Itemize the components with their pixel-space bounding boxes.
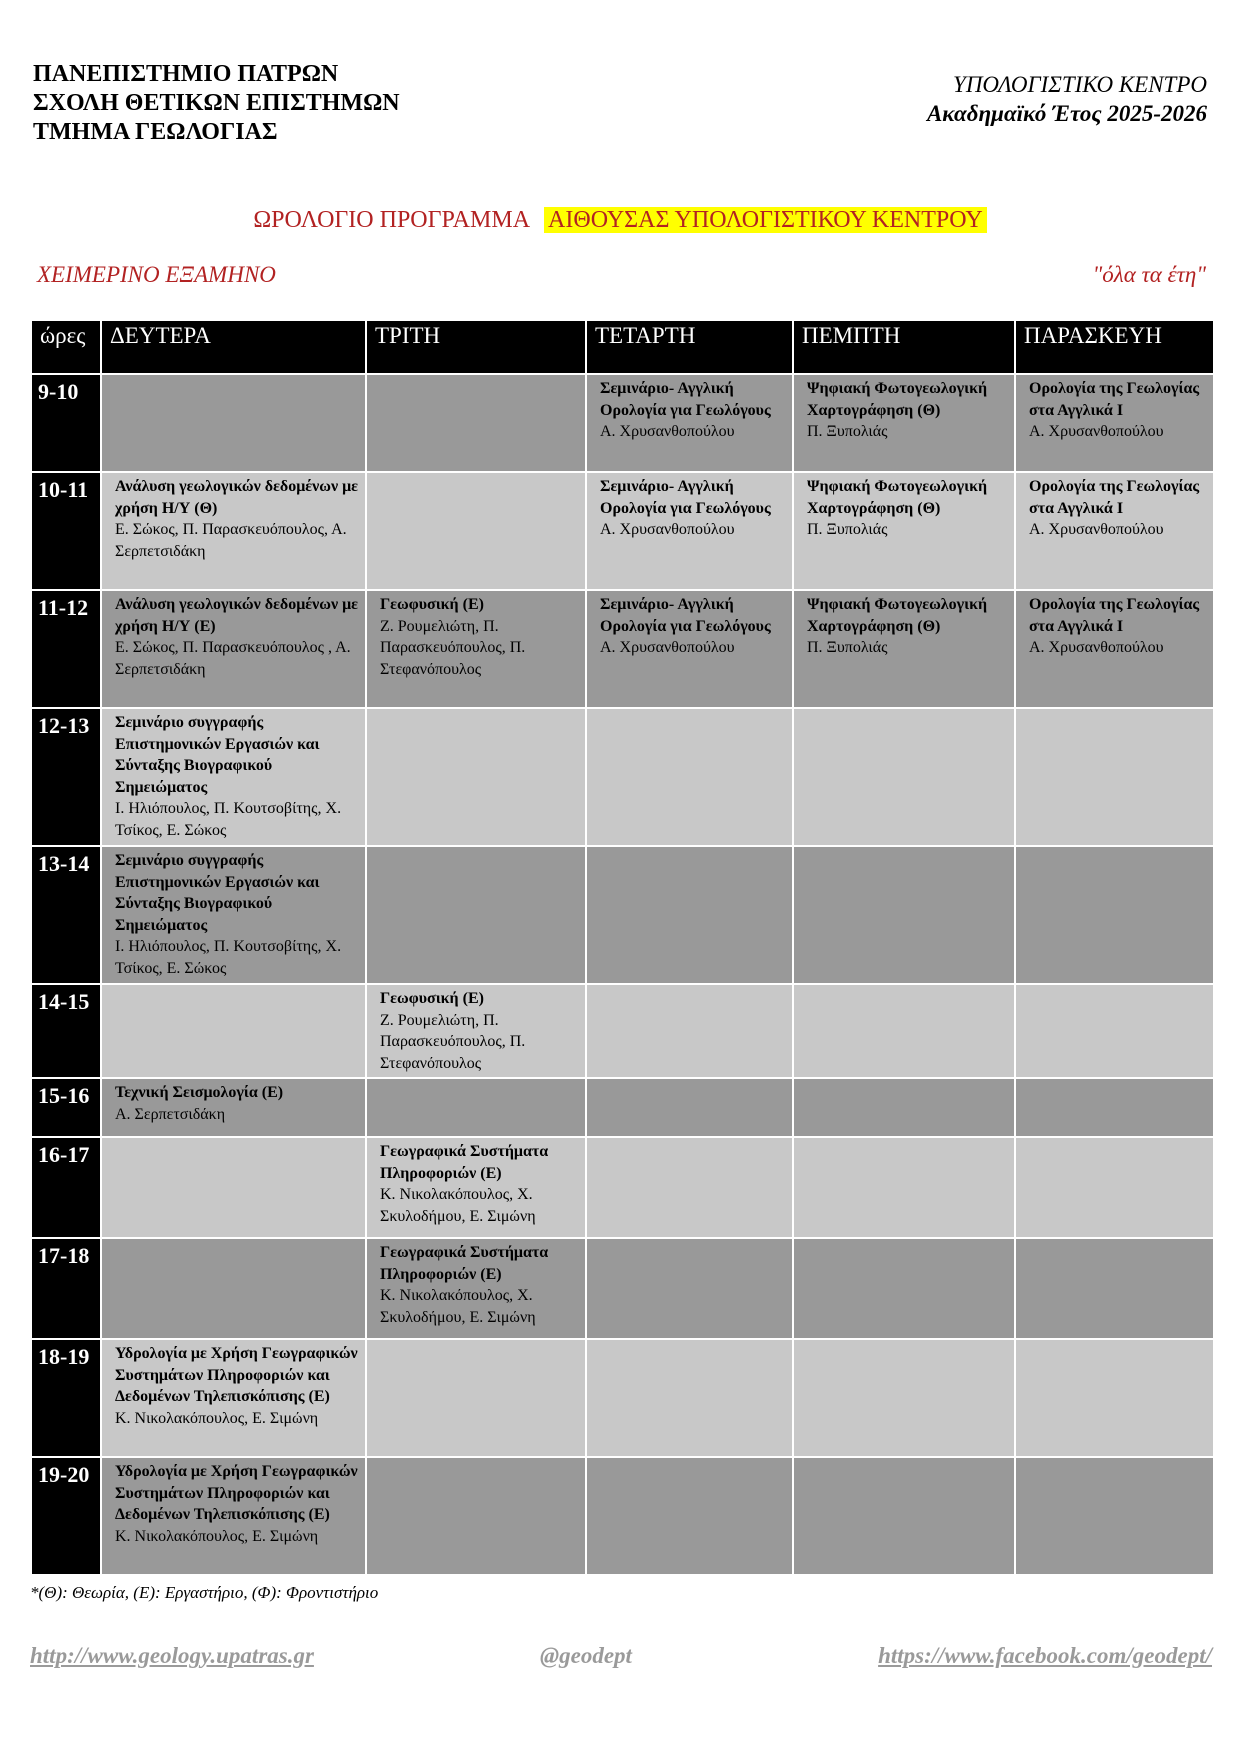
- schedule-cell-thursday: [793, 1339, 1015, 1457]
- course-name: Γεωγραφικά Συστήματα Πληροφοριών (Ε): [380, 1244, 549, 1283]
- schedule-cell-friday: [1015, 1137, 1214, 1238]
- course-name: Ψηφιακή Φωτογεωλογική Χαρτογράφηση (Θ): [807, 380, 988, 419]
- schedule-cell-wednesday: [586, 1238, 793, 1339]
- schedule-cell-friday: [1015, 1457, 1214, 1575]
- schedule-cell-wednesday: [586, 1137, 793, 1238]
- center-header: [927, 70, 1207, 128]
- schedule-cell-friday: [1015, 708, 1214, 846]
- course-name: Ανάλυση γεωλογικών δεδομένων με χρήση Η/Υ (Θ): [115, 478, 359, 517]
- schedule-body: [31, 374, 1214, 1575]
- course-instructors: Ζ. Ρουμελιώτη, Π. Παρασκευόπουλος, Π. Στεφανόπουλος: [380, 1011, 526, 1072]
- hour-cell: 10-11: [31, 472, 101, 590]
- title-part2-highlight: ΑΙΘΟΥΣΑΣ ΥΠΟΛΟΓΙΣΤΙΚΟΥ ΚΕΝΤΡΟΥ: [544, 207, 987, 233]
- hour-cell: 17-18: [31, 1238, 101, 1339]
- schedule-cell-tuesday: [366, 590, 586, 708]
- schedule-cell-wednesday: [586, 472, 793, 590]
- course-name: Γεωγραφικά Συστήματα Πληροφοριών (Ε): [380, 1143, 549, 1182]
- course-instructors: Ε. Σώκος, Π. Παρασκευόπουλος, Α. Σερπετσιδάκη: [115, 521, 347, 560]
- schedule-cell-monday: [101, 708, 366, 846]
- course-instructors: Ζ. Ρουμελιώτη, Π. Παρασκευόπουλος, Π. Στεφανόπουλος: [380, 617, 526, 678]
- schedule-cell-wednesday: [586, 590, 793, 708]
- center-name: ΥΠΟΛΟΓΙΣΤΙΚΟ ΚΕΝΤΡΟ: [953, 72, 1207, 97]
- schedule-cell-tuesday: [366, 1137, 586, 1238]
- course-instructors: Κ. Νικολακόπουλος, Ε. Σιμώνη: [115, 1409, 319, 1427]
- course-instructors: Α. Χρυσανθοπούλου: [1029, 521, 1164, 538]
- schedule-cell-tuesday: [366, 846, 586, 984]
- table-row: [31, 846, 1214, 984]
- schedule-cell-friday: [1015, 846, 1214, 984]
- schedule-cell-wednesday: [586, 1339, 793, 1457]
- course-name: Σεμινάριο- Αγγλική Ορολογία για Γεωλόγους: [600, 478, 771, 517]
- page-title: [0, 207, 1240, 234]
- course-instructors: Ι. Ηλιόπουλος, Π. Κουτσοβίτης, Χ. Τσίκος, Ε. Σώκος: [115, 800, 342, 839]
- course-name: Ψηφιακή Φωτογεωλογική Χαρτογράφηση (Θ): [807, 478, 988, 517]
- course-instructors: Α. Χρυσανθοπούλου: [1029, 423, 1164, 440]
- schedule-cell-monday: [101, 846, 366, 984]
- title-part1: ΩΡΟΛΟΓΙΟ ΠΡΟΓΡΑΜΜΑ: [253, 207, 531, 233]
- course-name: Γεωφυσική (Ε): [380, 596, 484, 613]
- schedule-cell-friday: [1015, 472, 1214, 590]
- schedule-cell-monday: [101, 590, 366, 708]
- course-instructors: Κ. Νικολακόπουλος, Χ. Σκυλοδήμου, Ε. Σιμώνη: [380, 1186, 536, 1225]
- schedule-table: [30, 319, 1215, 1576]
- schedule-cell-thursday: [793, 1238, 1015, 1339]
- schedule-cell-wednesday: [586, 708, 793, 846]
- department-name: ΤΜΗΜΑ ΓΕΩΛΟΓΙΑΣ: [33, 119, 278, 145]
- course-name: Τεχνική Σεισμολογία (Ε): [115, 1084, 284, 1101]
- schedule-cell-friday: [1015, 374, 1214, 472]
- table-row: [31, 590, 1214, 708]
- schedule-cell-thursday: [793, 1137, 1015, 1238]
- header-thursday: ΠΕΜΠΤΗ: [793, 320, 1015, 374]
- schedule-cell-monday: [101, 1137, 366, 1238]
- schedule-cell-thursday: [793, 374, 1015, 472]
- course-name: Ορολογία της Γεωλογίας στα Αγγλικά Ι: [1029, 478, 1200, 517]
- schedule-cell-friday: [1015, 1238, 1214, 1339]
- years-label: "όλα τα έτη": [1092, 262, 1206, 287]
- course-name: Ορολογία της Γεωλογίας στα Αγγλικά Ι: [1029, 380, 1200, 419]
- facebook-link[interactable]: https://www.facebook.com/geodept/: [878, 1643, 1212, 1668]
- schedule-cell-monday: [101, 1238, 366, 1339]
- schedule-cell-friday: [1015, 1078, 1214, 1137]
- course-name: Γεωφυσική (Ε): [380, 990, 484, 1007]
- table-row: [31, 1078, 1214, 1137]
- course-instructors: Π. Ξυπολιάς: [807, 639, 888, 656]
- table-row: [31, 1339, 1214, 1457]
- hour-cell: 14-15: [31, 984, 101, 1078]
- schedule-cell-thursday: [793, 846, 1015, 984]
- schedule-cell-tuesday: [366, 374, 586, 472]
- course-name: Υδρολογία με Χρήση Γεωγραφικών Συστημάτων Πληροφοριών και Δεδομένων Τηλεπισκόπισης (Ε): [115, 1345, 358, 1405]
- schedule-cell-thursday: [793, 984, 1015, 1078]
- hour-cell: 9-10: [31, 374, 101, 472]
- course-name: Ψηφιακή Φωτογεωλογική Χαρτογράφηση (Θ): [807, 596, 988, 635]
- academic-year: Ακαδημαϊκό Έτος 2025-2026: [926, 101, 1207, 126]
- course-name: Υδρολογία με Χρήση Γεωγραφικών Συστημάτων Πληροφοριών και Δεδομένων Τηλεπισκόπισης (Ε): [115, 1463, 358, 1523]
- schedule-cell-friday: [1015, 1339, 1214, 1457]
- course-instructors: Ι. Ηλιόπουλος, Π. Κουτσοβίτης, Χ. Τσίκος, Ε. Σώκος: [115, 938, 342, 977]
- course-name: Σεμινάριο συγγραφής Επιστημονικών Εργασιών και Σύνταξης Βιογραφικού Σημειώματος: [115, 852, 320, 934]
- course-instructors: Α. Χρυσανθοπούλου: [600, 639, 735, 656]
- course-name: Σεμινάριο- Αγγλική Ορολογία για Γεωλόγους: [600, 380, 771, 419]
- table-row: [31, 708, 1214, 846]
- table-row: [31, 1238, 1214, 1339]
- schedule-cell-tuesday: [366, 1238, 586, 1339]
- school-name: ΣΧΟΛΗ ΘΕΤΙΚΩΝ ΕΠΙΣΤΗΜΩΝ: [33, 90, 400, 116]
- course-instructors: Α. Χρυσανθοπούλου: [600, 521, 735, 538]
- schedule-cell-wednesday: [586, 846, 793, 984]
- university-name: ΠΑΝΕΠΙΣΤΗΜΙΟ ΠΑΤΡΩΝ: [33, 61, 339, 87]
- schedule-cell-thursday: [793, 590, 1015, 708]
- schedule-cell-thursday: [793, 1078, 1015, 1137]
- hour-cell: 11-12: [31, 590, 101, 708]
- course-name: Σεμινάριο συγγραφής Επιστημονικών Εργασιών και Σύνταξης Βιογραφικού Σημειώματος: [115, 714, 320, 796]
- semester-label: ΧΕΙΜΕΡΙΝΟ ΕΞΑΜΗΝΟ: [37, 262, 276, 287]
- hour-cell: 16-17: [31, 1137, 101, 1238]
- hour-cell: 19-20: [31, 1457, 101, 1575]
- header-hours: ώρες: [31, 320, 101, 374]
- schedule-cell-friday: [1015, 590, 1214, 708]
- schedule-cell-tuesday: [366, 1339, 586, 1457]
- course-instructors: Κ. Νικολακόπουλος, Ε. Σιμώνη: [115, 1527, 319, 1545]
- course-instructors: Π. Ξυπολιάς: [807, 423, 888, 440]
- course-instructors: Ε. Σώκος, Π. Παρασκευόπουλος , Α. Σερπετσιδάκη: [115, 639, 351, 678]
- schedule-cell-thursday: [793, 1457, 1015, 1575]
- course-instructors: Π. Ξυπολιάς: [807, 521, 888, 538]
- schedule-cell-tuesday: [366, 708, 586, 846]
- schedule-cell-tuesday: [366, 984, 586, 1078]
- schedule-cell-wednesday: [586, 374, 793, 472]
- schedule-cell-tuesday: [366, 1457, 586, 1575]
- table-row: [31, 472, 1214, 590]
- schedule-cell-monday: [101, 1078, 366, 1137]
- course-instructors: Α. Σερπετσιδάκη: [115, 1105, 226, 1123]
- hour-cell: 12-13: [31, 708, 101, 846]
- course-instructors: Α. Χρυσανθοπούλου: [1029, 639, 1164, 656]
- schedule-cell-wednesday: [586, 1457, 793, 1575]
- schedule-cell-friday: [1015, 984, 1214, 1078]
- schedule-cell-tuesday: [366, 1078, 586, 1137]
- schedule-cell-monday: [101, 1339, 366, 1457]
- table-row: [31, 374, 1214, 472]
- institution-header: [33, 60, 400, 147]
- schedule-cell-wednesday: [586, 1078, 793, 1137]
- table-row: [31, 984, 1214, 1078]
- schedule-cell-monday: [101, 1457, 366, 1575]
- schedule-cell-monday: [101, 374, 366, 472]
- course-name: Σεμινάριο- Αγγλική Ορολογία για Γεωλόγους: [600, 596, 771, 635]
- course-name: Ορολογία της Γεωλογίας στα Αγγλικά Ι: [1029, 596, 1200, 635]
- table-row: [31, 1457, 1214, 1575]
- hour-cell: 18-19: [31, 1339, 101, 1457]
- schedule-cell-thursday: [793, 708, 1015, 846]
- website-link[interactable]: http://www.geology.upatras.gr: [30, 1643, 314, 1668]
- schedule-cell-thursday: [793, 472, 1015, 590]
- schedule-cell-monday: [101, 472, 366, 590]
- header-monday: ΔΕΥΤΕΡΑ: [101, 320, 366, 374]
- legend-footnote: *(Θ): Θεωρία, (Ε): Εργαστήριο, (Φ): Φροντιστήριο: [30, 1583, 379, 1602]
- header-friday: ΠΑΡΑΣΚΕΥΗ: [1015, 320, 1214, 374]
- course-instructors: Α. Χρυσανθοπούλου: [600, 423, 735, 440]
- schedule-cell-wednesday: [586, 984, 793, 1078]
- schedule-cell-tuesday: [366, 472, 586, 590]
- table-row: [31, 1137, 1214, 1238]
- header-wednesday: ΤΕΤΑΡΤΗ: [586, 320, 793, 374]
- course-name: Ανάλυση γεωλογικών δεδομένων με χρήση Η/Υ (Ε): [115, 596, 359, 635]
- social-handle: @geodept: [540, 1643, 632, 1668]
- course-instructors: Κ. Νικολακόπουλος, Χ. Σκυλοδήμου, Ε. Σιμώνη: [380, 1287, 536, 1326]
- schedule-header-row: [31, 320, 1214, 374]
- schedule-cell-monday: [101, 984, 366, 1078]
- hour-cell: 15-16: [31, 1078, 101, 1137]
- header-tuesday: ΤΡΙΤΗ: [366, 320, 586, 374]
- hour-cell: 13-14: [31, 846, 101, 984]
